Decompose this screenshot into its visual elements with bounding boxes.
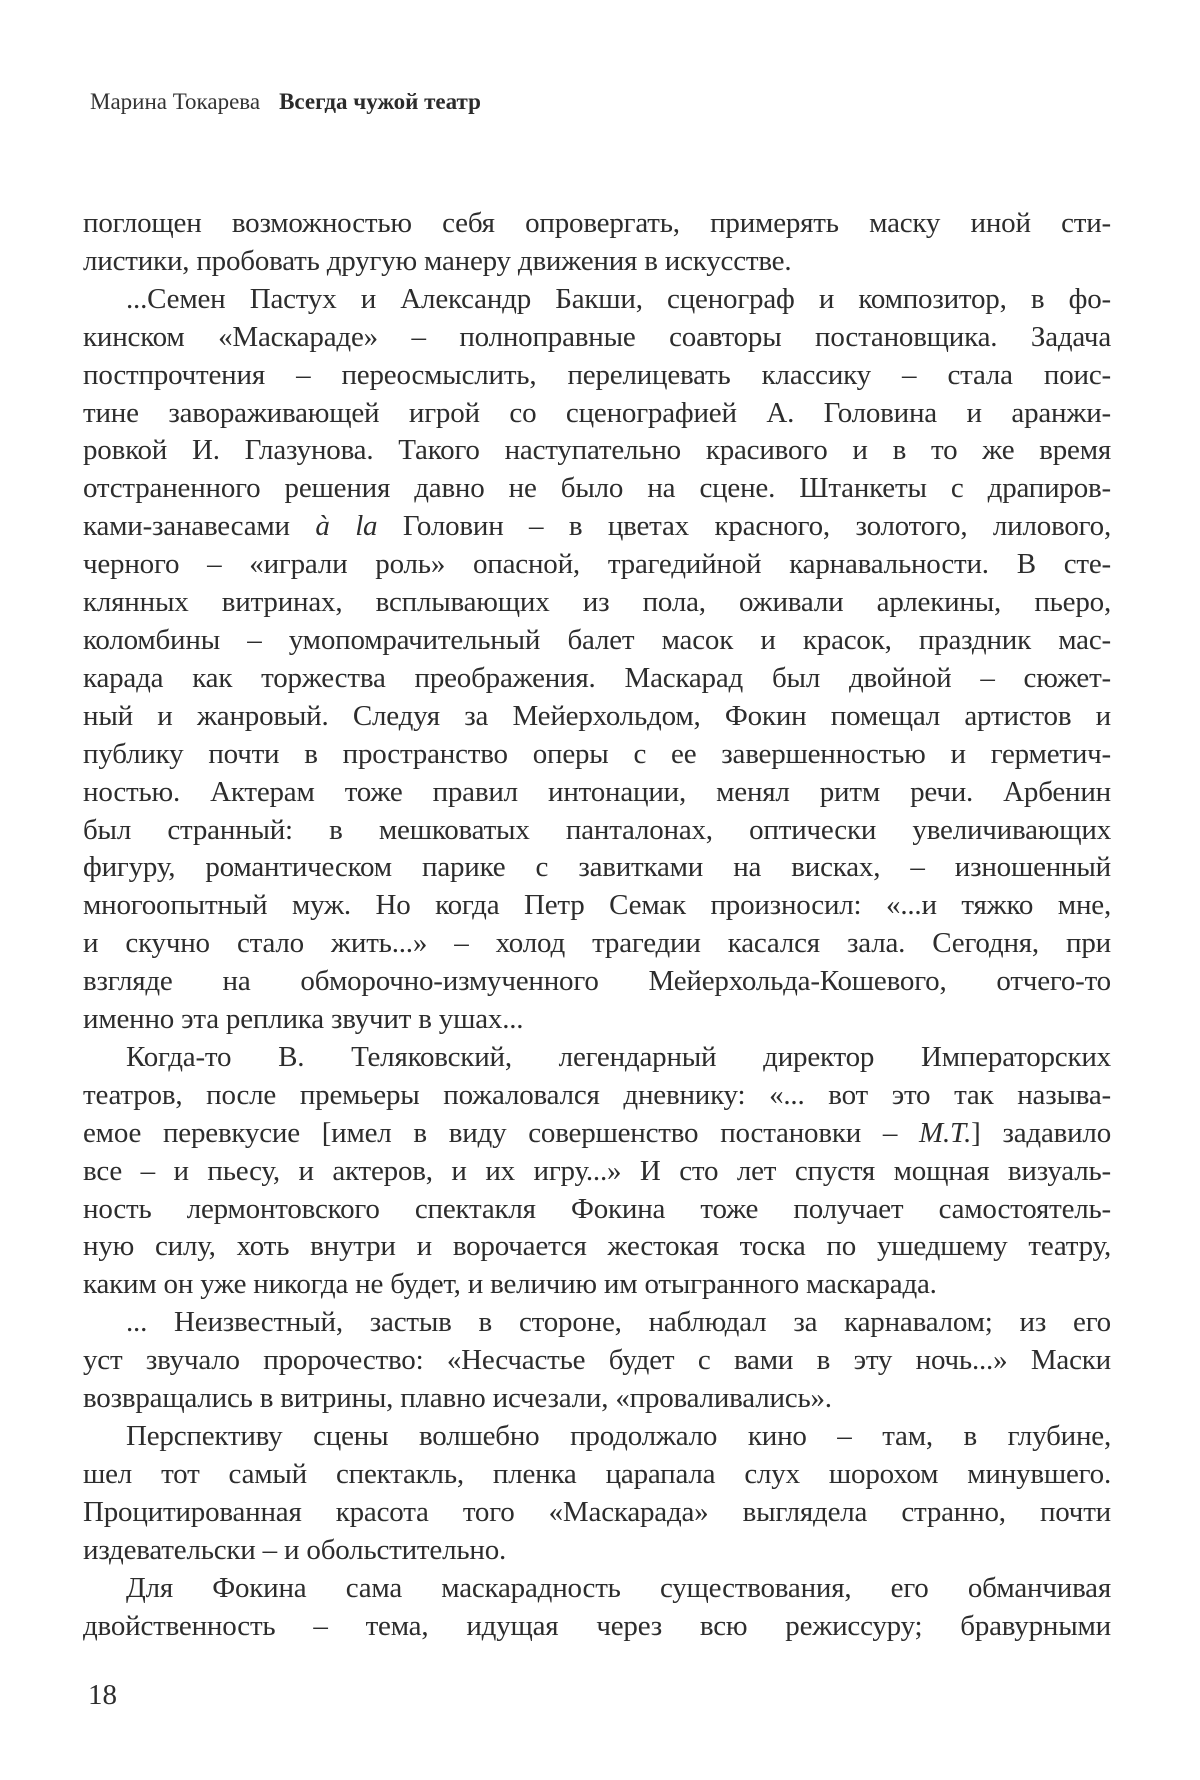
text-line	[83, 1570, 1111, 1608]
text-line	[83, 1532, 1111, 1570]
text-line	[83, 1418, 1111, 1456]
text-line	[83, 698, 1111, 736]
text-line	[83, 774, 1111, 812]
italic-text: à la	[315, 510, 378, 543]
text-line	[83, 887, 1111, 925]
text-run: уст звучало пророчество: «Несчастье будет с вами в эту ночь...» Маски	[83, 1344, 1111, 1377]
text-run: все – и пьесу, и актеров, и их игру...» И сто лет спустя мощная визуаль-	[83, 1154, 1111, 1187]
text-run: ную силу, хоть внутри и ворочается жестокая тоска по ушедшему театру,	[83, 1230, 1111, 1263]
text-run: взгляде на обморочно-измученного Мейерхольда-Кошевого, отчего-то	[83, 965, 1111, 998]
text-line	[83, 849, 1111, 887]
text-line	[83, 1304, 1111, 1342]
text-run: Перспективу сцены волшебно продолжало кино – там, в глубине,	[126, 1420, 1111, 1452]
text-run: поглощен возможностью себя опровергать, примерять маску иной сти-	[83, 207, 1111, 239]
text-line	[83, 395, 1111, 433]
text-line	[83, 1608, 1111, 1646]
text-line	[83, 1077, 1111, 1115]
text-run: ный и жанровый. Следуя за Мейерхольдом, Фокин помещал артистов и	[83, 699, 1111, 732]
text-run: именно эта реплика звучит в ушах...	[83, 1003, 524, 1036]
text-run: Процитированная красота того «Маскарада» выглядела странно, почти	[83, 1495, 1111, 1528]
text-run: тине завораживающей игрой со сценографией А. Головина и аранжи-	[83, 396, 1111, 429]
text-line	[83, 1342, 1111, 1380]
text-line	[83, 1494, 1111, 1532]
text-run: постпрочтения – переосмыслить, перелицевать классику – стала поис-	[83, 358, 1111, 391]
text-run: карада как торжества преображения. Маскарад был двойной – сюжет-	[83, 661, 1111, 694]
book-title: Всегда чужой театр	[279, 89, 481, 114]
text-run: двойственность – тема, идущая через всю режиссуру; бравурными	[83, 1609, 1111, 1642]
text-run: фигуру, романтическом парике с завитками на висках, – изношенный	[83, 851, 1111, 884]
text-run: многоопытный муж. Но когда Петр Семак произносил: «...и тяжко мне,	[83, 889, 1111, 922]
text-run: ровкой И. Глазунова. Такого наступательно красивого и в то же время	[83, 434, 1111, 467]
text-run: коломбины – умопомрачительный балет масок и красок, праздник мас-	[83, 623, 1111, 656]
text-line	[83, 205, 1111, 243]
text-run: издевательски – и обольстительно.	[83, 1533, 507, 1566]
text-line	[83, 281, 1111, 319]
text-run: черного – «играли роль» опасной, трагедийной карнавальности. В сте-	[83, 548, 1111, 581]
text-line	[83, 736, 1111, 774]
text-run: каким он уже никогда не будет, и величию им отыгранного маскарада.	[83, 1268, 937, 1301]
text-line	[83, 660, 1111, 698]
text-line	[83, 243, 1111, 281]
text-run: листики, пробовать другую манеру движения в искусстве.	[83, 244, 792, 277]
text-line	[83, 1001, 1111, 1039]
text-line	[83, 1115, 1111, 1153]
text-run: ... Неизвестный, застыв в стороне, наблюдал за карнавалом; из его	[126, 1306, 1111, 1339]
page-number: 18	[88, 1679, 117, 1711]
text-line	[83, 546, 1111, 584]
text-run: кинском «Маскараде» – полноправные соавторы постановщика. Задача	[83, 320, 1111, 353]
text-line	[83, 357, 1111, 395]
italic-text: М.Т.	[919, 1116, 972, 1149]
text-line	[83, 925, 1111, 963]
text-run: шел тот самый спектакль, пленка царапала слух шорохом минувшего.	[83, 1457, 1111, 1490]
text-run: ность лермонтовского спектакля Фокина тоже получает самостоятель-	[83, 1192, 1111, 1225]
text-line	[83, 1153, 1111, 1191]
text-run: емое перевкусие [имел в виду совершенство постановки –	[83, 1116, 919, 1149]
running-header	[90, 88, 481, 116]
text-run: отстраненного решения давно не было на сцене. Штанкеты с драпиров-	[83, 472, 1111, 505]
text-run: Головин – в цветах красного, золотого, лилового,	[377, 510, 1111, 543]
text-run: возвращались в витрины, плавно исчезали, «проваливались».	[83, 1382, 832, 1415]
text-run: Когда-то В. Теляковский, легендарный директор Императорских	[126, 1040, 1111, 1073]
text-line	[83, 470, 1111, 508]
text-line	[83, 1228, 1111, 1266]
author-name: Марина Токарева	[90, 89, 261, 114]
text-line	[83, 963, 1111, 1001]
text-line	[83, 319, 1111, 357]
text-run: и скучно стало жить...» – холод трагедии касался зала. Сегодня, при	[83, 927, 1111, 960]
text-line	[83, 622, 1111, 660]
text-run: театров, после премьеры пожаловался дневнику: «... вот это так называ-	[83, 1078, 1111, 1111]
text-line	[83, 432, 1111, 470]
text-run: Для Фокина сама маскарадность существования, его обманчивая	[126, 1571, 1111, 1604]
text-run: клянных витринах, всплывающих из пола, оживали арлекины, пьеро,	[83, 586, 1111, 619]
body-text	[83, 205, 1111, 1645]
text-run: ностью. Актерам тоже правил интонации, менял ритм речи. Арбенин	[83, 775, 1111, 808]
text-line	[83, 812, 1111, 850]
text-line	[83, 1380, 1111, 1418]
text-run: ] задавило	[971, 1116, 1111, 1149]
text-line	[83, 508, 1111, 546]
text-run: был странный: в мешковатых панталонах, оптически увеличивающих	[83, 813, 1111, 846]
text-run: ками-занавесами	[83, 510, 316, 543]
text-run: публику почти в пространство оперы с ее завершенностью и герметич-	[83, 737, 1111, 770]
text-line	[83, 584, 1111, 622]
text-line	[83, 1456, 1111, 1494]
text-line	[83, 1266, 1111, 1304]
text-line	[83, 1191, 1111, 1229]
text-line	[83, 1039, 1111, 1077]
text-run: ...Семен Пастух и Александр Бакши, сценограф и композитор, в фо-	[126, 282, 1111, 315]
